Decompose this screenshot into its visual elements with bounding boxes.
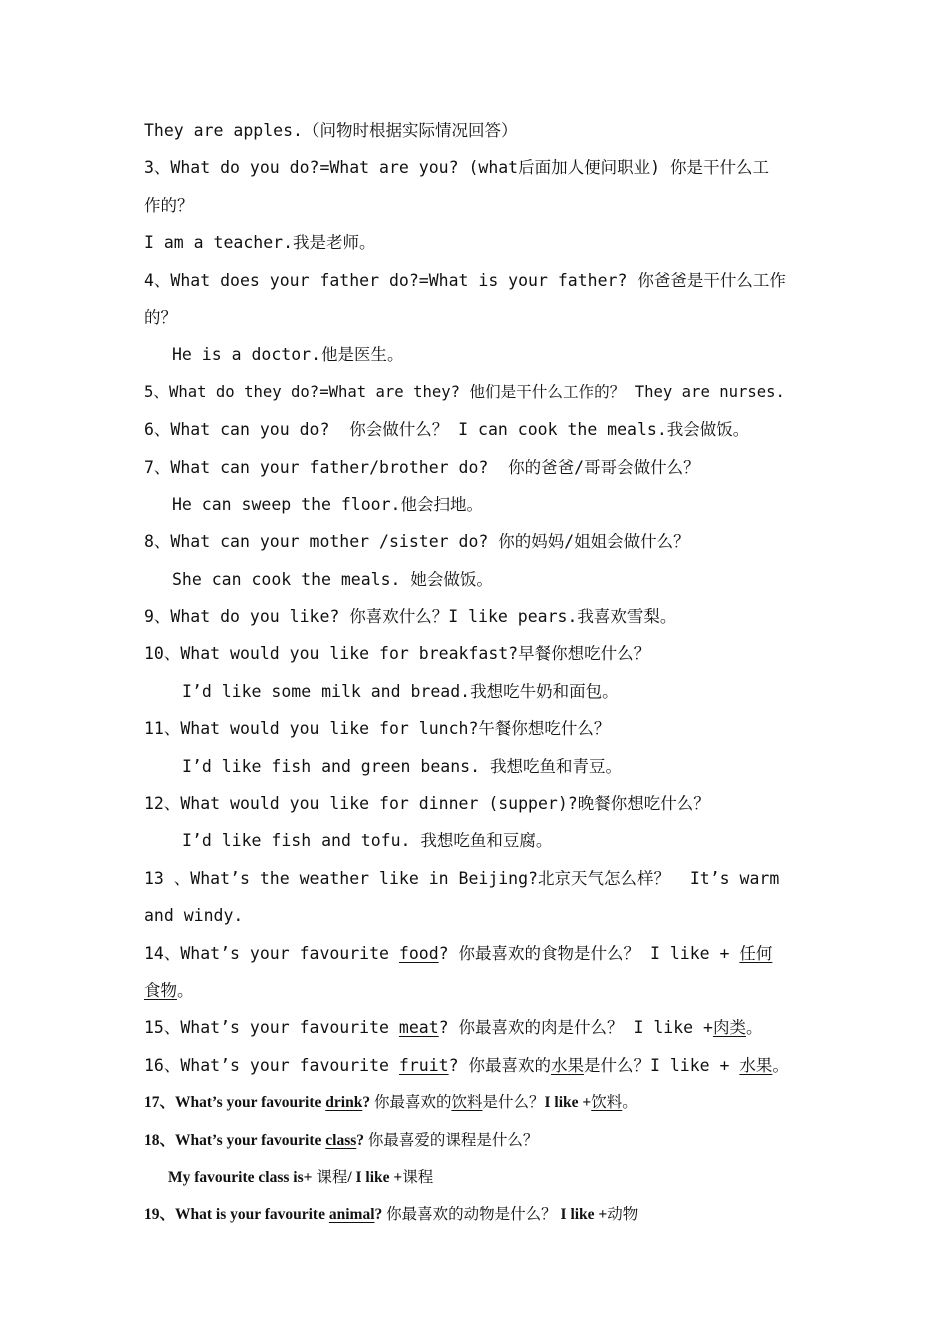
question-15 — [144, 1009, 816, 1046]
text-run: I am a teacher.我是老师。 — [144, 233, 376, 253]
text-run: She can cook the meals. 她会做饭。 — [172, 569, 493, 589]
question-13 — [144, 860, 816, 897]
question-3 — [144, 149, 816, 186]
text-run: 你最喜欢的动物是什么？ — [386, 1206, 561, 1224]
text-run: 动物 — [607, 1206, 639, 1224]
underlined-word: animal — [328, 1206, 375, 1224]
answer-10 — [144, 673, 816, 710]
answer-4 — [144, 336, 816, 373]
text-run: I’d like fish and green beans. 我想吃鱼和青豆。 — [182, 756, 622, 776]
text-run: / I like + — [347, 1168, 403, 1186]
text-run: 14、What’s your favourite — [144, 943, 399, 963]
text-run: ? — [362, 1094, 374, 1112]
text-run: 10、What would you like for breakfast?早餐你想吃什么？ — [144, 644, 651, 664]
underlined-word: 饮料 — [591, 1094, 623, 1112]
text-run: 12、What would you like for dinner (supper)?晚餐你想吃什么？ — [144, 794, 710, 814]
text-run: ? 你最喜欢的 — [448, 1055, 551, 1075]
answer-11 — [144, 748, 816, 785]
text-run: 8、What can your mother /sister do? 你的妈妈/姐姐会做什么？ — [144, 532, 690, 552]
text-run: 4、What does your father do?=What is your father? 你爸爸是干什么工作 — [144, 270, 786, 290]
underlined-word: class — [325, 1131, 357, 1149]
question-8 — [144, 523, 816, 560]
text-run: I like + — [544, 1094, 592, 1112]
answer-18 — [144, 1159, 816, 1196]
underlined-word: 食物 — [144, 980, 177, 1000]
text-run: 是什么？I like + — [583, 1055, 740, 1075]
question-6 — [144, 411, 816, 448]
question-10 — [144, 635, 816, 672]
text-run: 的？ — [144, 307, 177, 327]
text-run: 3、What do you do?=What are you? (what后面加人便问职业) 你是干什么工 — [144, 158, 769, 178]
text-run: 课程 — [316, 1168, 348, 1186]
text-run: and windy. — [144, 906, 244, 926]
text-run: 。 — [177, 980, 194, 1000]
document-page — [144, 112, 816, 1234]
text-line — [144, 897, 816, 934]
answer-3 — [144, 224, 816, 261]
text-run: 11、What would you like for lunch?午餐你想吃什么？ — [144, 719, 611, 739]
text-run: ? — [356, 1131, 368, 1149]
text-run: 7、What can your father/brother do? 你的爸爸/哥哥会做什么？ — [144, 457, 700, 477]
text-run: 作的？ — [144, 195, 194, 215]
question-18 — [144, 1122, 816, 1159]
answer-8 — [144, 561, 816, 598]
question-12 — [144, 785, 816, 822]
question-5 — [144, 374, 816, 411]
text-run: 是什么？ — [482, 1094, 545, 1112]
text-run: 你最喜爱的课程是什么？ — [367, 1131, 539, 1149]
text-run: ? 你最喜欢的肉是什么？ I like + — [438, 1018, 713, 1038]
text-run: ? — [374, 1206, 387, 1224]
text-run: 。 — [622, 1094, 638, 1112]
question-9 — [144, 598, 816, 635]
text-run: They are apples.（问物时根据实际情况回答） — [144, 121, 518, 140]
question-19 — [144, 1196, 816, 1233]
text-run: 6、What can you do? 你会做什么？ I can cook the meals.我会做饭。 — [144, 420, 750, 440]
question-14 — [144, 935, 816, 972]
text-run: 13 、What’s the weather like in Beijing?北京天气怎么样？ It’s warm — [144, 868, 780, 888]
question-17 — [144, 1084, 816, 1121]
question-7 — [144, 449, 816, 486]
underlined-word: 水果 — [739, 1055, 773, 1075]
underlined-word: meat — [398, 1018, 439, 1038]
question-11 — [144, 710, 816, 747]
text-run: He is a doctor.他是医生。 — [172, 345, 404, 365]
text-run: 16、What’s your favourite — [144, 1055, 399, 1075]
question-16 — [144, 1047, 816, 1084]
text-line — [144, 112, 816, 149]
text-line — [144, 972, 816, 1009]
text-run: He can sweep the floor.他会扫地。 — [172, 494, 483, 514]
text-run: ? 你最喜欢的食物是什么？ I like + — [438, 943, 740, 963]
text-run: 9、What do you like? 你喜欢什么？I like pears.我喜欢雪梨。 — [144, 607, 677, 627]
text-line — [144, 187, 816, 224]
text-run: 5、What do they do?=What are they? 他们是干什么工作的？ They are nurses. — [144, 382, 785, 401]
text-run: 17、What’s your favourite — [144, 1094, 326, 1112]
text-run: 。 — [745, 1018, 763, 1038]
text-run: My favourite class is+ — [168, 1168, 317, 1186]
text-run: I’d like some milk and bread.我想吃牛奶和面包。 — [182, 681, 619, 701]
text-run: 15、What’s your favourite — [144, 1018, 399, 1038]
text-run: I’d like fish and tofu. 我想吃鱼和豆腐。 — [182, 831, 553, 851]
underlined-word: 任何 — [739, 943, 773, 963]
question-4 — [144, 262, 816, 299]
text-run: I like + — [560, 1206, 608, 1224]
text-run: 课程 — [402, 1168, 434, 1186]
text-line — [144, 299, 816, 336]
text-run: 19、What is your favourite — [144, 1206, 329, 1224]
underlined-word: 饮料 — [451, 1094, 483, 1112]
text-run: 你最喜欢的 — [373, 1094, 452, 1112]
underlined-word: 水果 — [550, 1055, 584, 1075]
text-run: 18、What’s your favourite — [144, 1131, 326, 1149]
underlined-word: drink — [325, 1094, 363, 1112]
underlined-word: fruit — [398, 1055, 449, 1075]
underlined-word: 肉类 — [712, 1018, 746, 1038]
answer-7 — [144, 486, 816, 523]
underlined-word: food — [398, 943, 439, 963]
text-run: 。 — [772, 1055, 789, 1075]
answer-12 — [144, 822, 816, 859]
